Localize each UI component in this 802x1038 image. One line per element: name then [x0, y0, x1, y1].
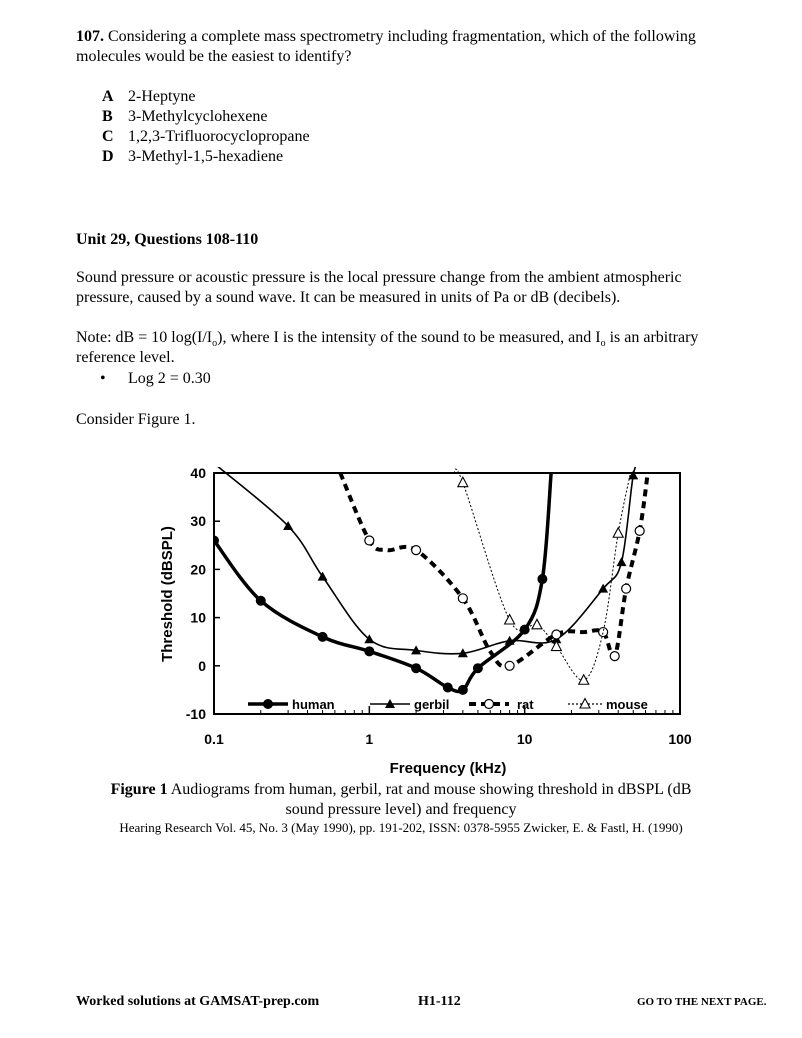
data-point — [209, 535, 219, 545]
data-point — [256, 596, 266, 606]
para1-line1: Sound pressure or acoustic pressure is the local pressure change from the ambient atmospheric — [76, 269, 682, 286]
data-point — [613, 528, 623, 538]
option-letter: B — [102, 108, 113, 125]
series-line-gerbil — [214, 463, 640, 653]
data-point — [580, 699, 590, 709]
option-letter: A — [102, 88, 114, 105]
q107-number: 107. — [76, 28, 104, 45]
figure-caption-line1 — [0, 780, 802, 800]
q107-text — [76, 27, 696, 47]
option-letter: D — [102, 148, 114, 165]
data-point — [318, 572, 328, 581]
data-point — [365, 536, 374, 545]
legend-label-mouse: mouse — [606, 697, 648, 712]
y-tick-label: 10 — [190, 609, 206, 626]
series-human — [209, 473, 551, 695]
unit-heading: Unit 29, Questions 108-110 — [76, 231, 259, 248]
figure-caption-line2: sound pressure level) and frequency — [285, 801, 517, 818]
data-point — [599, 628, 608, 637]
data-point — [412, 546, 421, 555]
data-point — [473, 663, 483, 673]
y-tick-label: 30 — [190, 513, 206, 530]
x-axis-label: Frequency (kHz) — [389, 760, 507, 777]
legend — [248, 697, 648, 712]
legend-label-rat: rat — [517, 697, 534, 712]
bullet-text: Log 2 = 0.30 — [128, 370, 211, 387]
data-point — [318, 632, 328, 642]
data-point — [458, 477, 468, 487]
para1-line2: pressure, caused by a sound wave. It can be measured in units of Pa or dB (decibels). — [76, 289, 621, 306]
consider-figure: Consider Figure 1. — [76, 411, 196, 428]
y-tick-label: 0 — [198, 657, 206, 674]
data-point — [622, 584, 631, 593]
footer-page-number: H1-112 — [418, 994, 461, 1009]
footer-left: Worked solutions at GAMSAT-prep.com — [76, 994, 320, 1009]
caption-text: Audiograms from human, gerbil, rat and mouse showing threshold in dBSPL (dB — [167, 781, 692, 798]
data-point — [411, 663, 421, 673]
data-point — [505, 615, 515, 625]
legend-label-human: human — [292, 697, 335, 712]
series-gerbil — [214, 463, 640, 657]
x-tick-label: 1 — [365, 731, 374, 747]
data-point — [458, 685, 468, 695]
option-text: 2-Heptyne — [128, 88, 196, 105]
note-line2: reference level. — [76, 349, 175, 366]
x-tick-label: 100 — [668, 731, 692, 747]
option-text: 3-Methyl-1,5-hexadiene — [128, 148, 284, 165]
subscript-o: o — [212, 338, 218, 350]
data-point — [616, 557, 626, 566]
option-letter: C — [102, 128, 114, 145]
note-part-b: ), where I is the intensity of the sound to be measured, and I — [217, 329, 601, 346]
legend-label-gerbil: gerbil — [414, 697, 450, 712]
data-point — [610, 652, 619, 661]
note-part-a: Note: dB = 10 log(I/I — [76, 329, 213, 346]
series-rat — [340, 473, 647, 670]
data-point — [263, 699, 273, 709]
data-point — [532, 619, 542, 629]
data-point — [552, 630, 561, 639]
subscript-o: o — [600, 338, 606, 350]
data-point — [443, 682, 453, 692]
audiogram-chart — [0, 455, 802, 785]
data-point — [635, 526, 644, 535]
figure-source: Hearing Research Vol. 45, No. 3 (May 1990), pp. 191-202, ISSN: 0378-5955 Zwicker, E. & Fastl, H. (1990) — [119, 820, 683, 835]
data-point — [537, 574, 547, 584]
y-tick-label: -10 — [185, 706, 206, 722]
x-tick-label: 0.1 — [204, 731, 224, 747]
data-point — [485, 700, 494, 709]
bullet-icon: • — [100, 370, 106, 387]
footer-right: GO TO THE NEXT PAGE. — [637, 996, 767, 1008]
x-tick-label: 10 — [516, 731, 533, 747]
data-point — [364, 646, 374, 656]
q107-line2: molecules would be the easiest to identify? — [76, 48, 352, 65]
y-tick-label: 20 — [190, 561, 206, 578]
note-part-c: is an arbitrary — [605, 329, 699, 346]
data-point — [505, 661, 514, 670]
data-point — [458, 594, 467, 603]
q107-line1: Considering a complete mass spectrometry including fragmentation, which of the following — [108, 28, 696, 45]
series-line-human — [214, 473, 551, 692]
y-axis-label: Threshold (dBSPL) — [159, 526, 176, 662]
series-layer — [209, 463, 648, 695]
figure-label: Figure 1 — [110, 781, 168, 798]
y-tick-label: 40 — [190, 465, 206, 481]
option-text: 3-Methylcyclohexene — [128, 108, 268, 125]
option-text: 1,2,3-Trifluorocyclopropane — [128, 128, 310, 145]
